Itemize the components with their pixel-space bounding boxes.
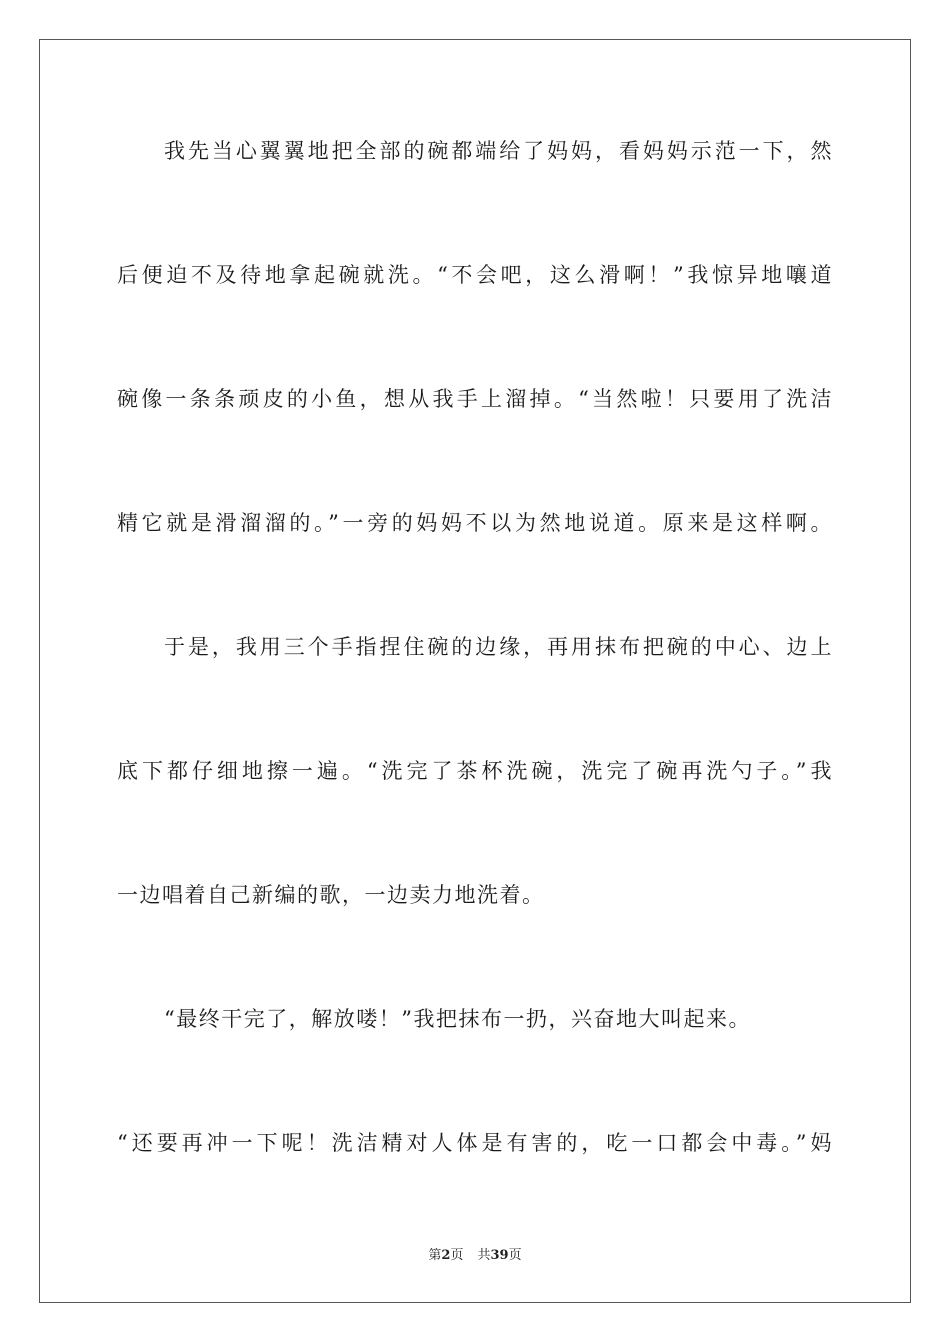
text-line-9: “还要再冲一下呢！洗洁精对人体是有害的，吃一口都会中毒。”妈 (117, 1131, 833, 1155)
page-footer (0, 1247, 950, 1265)
text-line-3: 碗像一条条顽皮的小鱼，想从我手上溜掉。“当然啦！只要用了洗洁 (117, 387, 833, 411)
text-line-5: 于是，我用三个手指捏住碗的边缘，再用抹布把碗的中心、边上 (164, 635, 833, 659)
text-line-4: 精它就是滑溜溜的。”一旁的妈妈不以为然地说道。原来是这样啊。 (117, 511, 833, 535)
total-suffix: 页 (508, 1248, 522, 1263)
page-number: 2 (441, 1248, 451, 1263)
text-line-8: “最终干完了，解放喽！”我把抹布一扔，兴奋地大叫起来。 (164, 1007, 751, 1031)
page-suffix: 页 (450, 1248, 464, 1263)
text-line-6: 底下都仔细地擦一遍。“洗完了茶杯洗碗，洗完了碗再洗勺子。”我 (117, 759, 833, 783)
text-line-2: 后便迫不及待地拿起碗就洗。“不会吧，这么滑啊！”我惊异地嚷道 (117, 263, 833, 287)
page-border (39, 39, 911, 1303)
text-line-7: 一边唱着自己新编的歌，一边卖力地洗着。 (117, 883, 545, 907)
total-prefix: 共 (477, 1248, 491, 1263)
total-pages: 39 (490, 1248, 509, 1263)
text-line-1: 我先当心翼翼地把全部的碗都端给了妈妈，看妈妈示范一下，然 (164, 139, 833, 163)
page-prefix: 第 (428, 1248, 442, 1263)
